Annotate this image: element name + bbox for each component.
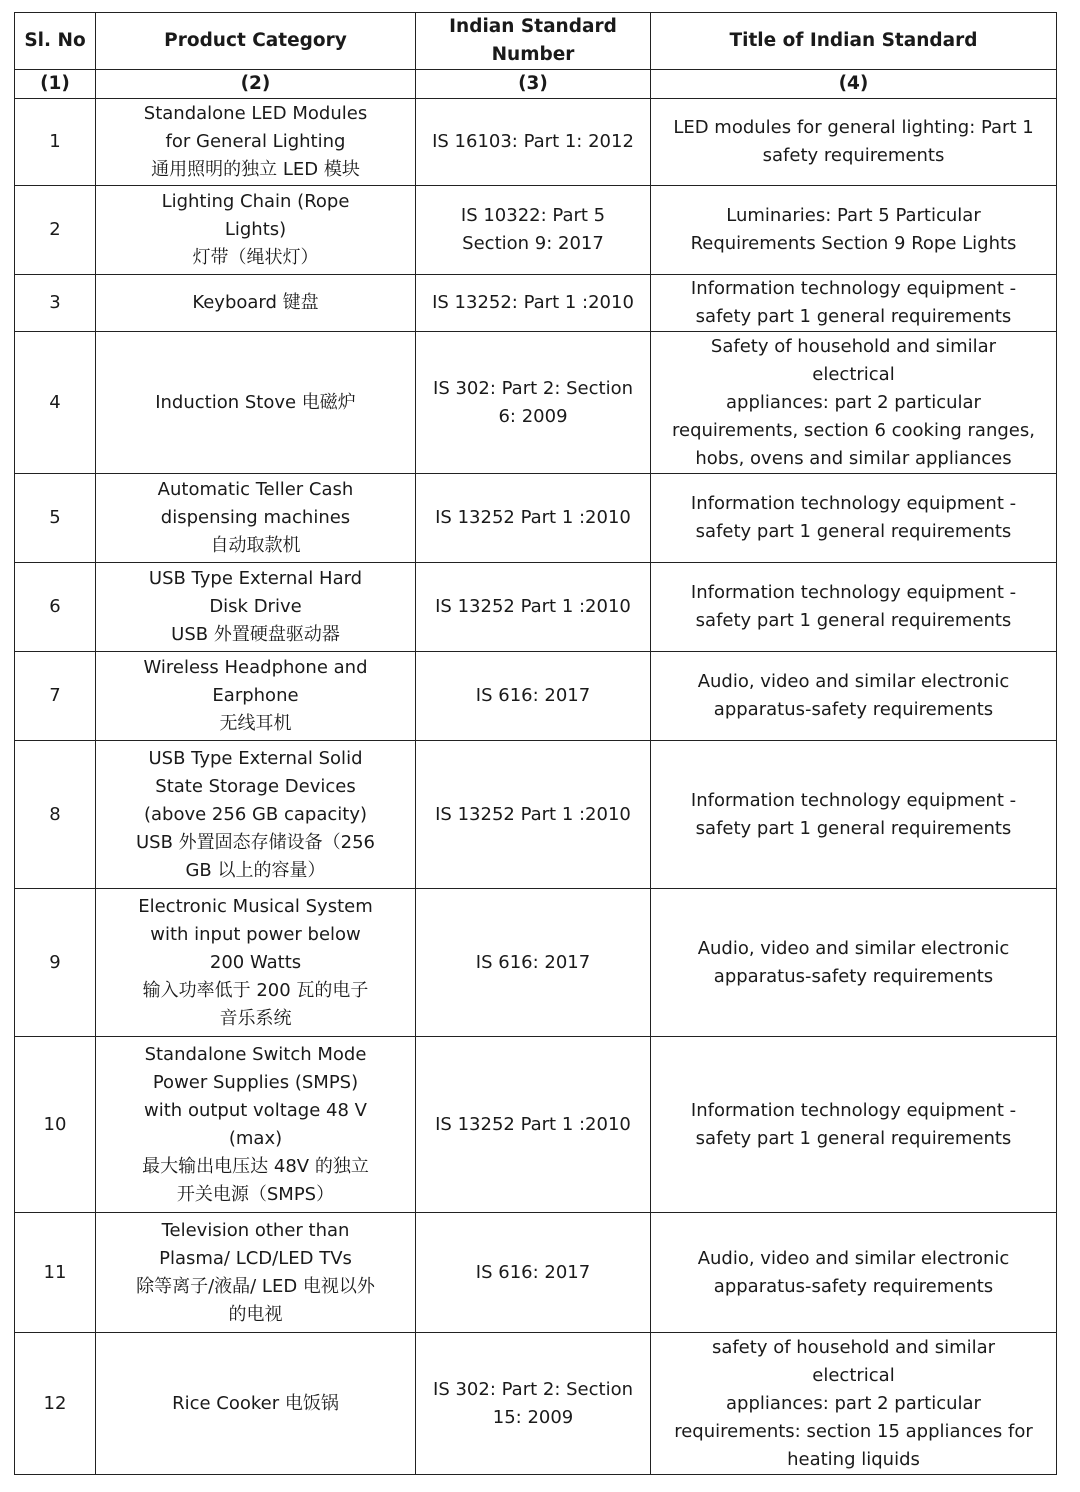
column-number: (3): [416, 70, 651, 99]
sl-no-cell: 11: [15, 1213, 96, 1333]
sl-no-cell: 10: [15, 1037, 96, 1213]
table-row: [15, 332, 1057, 474]
table-row: [15, 652, 1057, 741]
product-category-cell: Keyboard 键盘: [96, 275, 416, 332]
standard-title-cell: Audio, video and similar electronic apparatus-safety requirements: [651, 889, 1057, 1037]
table-row: [15, 563, 1057, 652]
sl-no-cell: 5: [15, 474, 96, 563]
table-row: [15, 474, 1057, 563]
standard-title-cell: Information technology equipment - safety part 1 general requirements: [651, 1037, 1057, 1213]
product-category-cell: Standalone LED Modules for General Lighting 通用照明的独立 LED 模块: [96, 99, 416, 186]
standard-title-cell: Safety of household and similar electrical appliances: part 2 particular requirements, section 6 cooking ranges, hobs, ovens and similar appliances: [651, 332, 1057, 474]
sl-no-cell: 12: [15, 1333, 96, 1475]
standard-number-cell: IS 16103: Part 1: 2012: [416, 99, 651, 186]
product-category-cell: Lighting Chain (Rope Lights) 灯带（绳状灯）: [96, 186, 416, 275]
standard-number-cell: IS 13252 Part 1 :2010: [416, 741, 651, 889]
sl-no-cell: 8: [15, 741, 96, 889]
sl-no-cell: 9: [15, 889, 96, 1037]
standard-number-cell: IS 302: Part 2: Section 6: 2009: [416, 332, 651, 474]
product-category-cell: Induction Stove 电磁炉: [96, 332, 416, 474]
table-row: [15, 741, 1057, 889]
standard-title-cell: Audio, video and similar electronic apparatus-safety requirements: [651, 652, 1057, 741]
standard-title-cell: safety of household and similar electrical appliances: part 2 particular requirements: section 15 appliances for heating liquids: [651, 1333, 1057, 1475]
standard-number-cell: IS 13252 Part 1 :2010: [416, 474, 651, 563]
product-category-cell: Rice Cooker 电饭锅: [96, 1333, 416, 1475]
standard-title-cell: Information technology equipment - safety part 1 general requirements: [651, 741, 1057, 889]
column-number: (1): [15, 70, 96, 99]
header-standard-title: Title of Indian Standard: [651, 13, 1057, 70]
standard-title-cell: Information technology equipment - safety part 1 general requirements: [651, 275, 1057, 332]
header-standard-number: Indian Standard Number: [416, 13, 651, 70]
table-row: [15, 99, 1057, 186]
standard-title-cell: Audio, video and similar electronic apparatus-safety requirements: [651, 1213, 1057, 1333]
standards-table: [14, 12, 1057, 1475]
table-row: [15, 186, 1057, 275]
column-number-row: [15, 70, 1057, 99]
table-row: [15, 1213, 1057, 1333]
header-row: [15, 13, 1057, 70]
column-number: (2): [96, 70, 416, 99]
header-sl-no: Sl. No: [15, 13, 96, 70]
standard-title-cell: LED modules for general lighting: Part 1 safety requirements: [651, 99, 1057, 186]
standard-title-cell: Information technology equipment - safety part 1 general requirements: [651, 563, 1057, 652]
standard-number-cell: IS 13252 Part 1 :2010: [416, 1037, 651, 1213]
standard-number-cell: IS 616: 2017: [416, 1213, 651, 1333]
standard-number-cell: IS 10322: Part 5 Section 9: 2017: [416, 186, 651, 275]
standard-number-cell: IS 302: Part 2: Section 15: 2009: [416, 1333, 651, 1475]
product-category-cell: USB Type External Solid State Storage Devices (above 256 GB capacity) USB 外置固态存储设备（256 GB 以上的容量）: [96, 741, 416, 889]
header-product-category: Product Category: [96, 13, 416, 70]
product-category-cell: USB Type External Hard Disk Drive USB 外置硬盘驱动器: [96, 563, 416, 652]
sl-no-cell: 4: [15, 332, 96, 474]
product-category-cell: Standalone Switch Mode Power Supplies (SMPS) with output voltage 48 V (max) 最大输出电压达 48V 的独立 开关电源（SMPS）: [96, 1037, 416, 1213]
sl-no-cell: 3: [15, 275, 96, 332]
column-number: (4): [651, 70, 1057, 99]
product-category-cell: Electronic Musical System with input power below 200 Watts 输入功率低于 200 瓦的电子 音乐系统: [96, 889, 416, 1037]
product-category-cell: Television other than Plasma/ LCD/LED TVs 除等离子/液晶/ LED 电视以外 的电视: [96, 1213, 416, 1333]
standard-number-cell: IS 13252: Part 1 :2010: [416, 275, 651, 332]
sl-no-cell: 7: [15, 652, 96, 741]
sl-no-cell: 1: [15, 99, 96, 186]
product-category-cell: Automatic Teller Cash dispensing machines 自动取款机: [96, 474, 416, 563]
standard-title-cell: Information technology equipment - safety part 1 general requirements: [651, 474, 1057, 563]
standard-title-cell: Luminaries: Part 5 Particular Requirements Section 9 Rope Lights: [651, 186, 1057, 275]
standard-number-cell: IS 616: 2017: [416, 889, 651, 1037]
table-row: [15, 889, 1057, 1037]
standard-number-cell: IS 13252 Part 1 :2010: [416, 563, 651, 652]
sl-no-cell: 6: [15, 563, 96, 652]
sl-no-cell: 2: [15, 186, 96, 275]
table-row: [15, 1333, 1057, 1475]
product-category-cell: Wireless Headphone and Earphone 无线耳机: [96, 652, 416, 741]
table-row: [15, 1037, 1057, 1213]
table-row: [15, 275, 1057, 332]
standard-number-cell: IS 616: 2017: [416, 652, 651, 741]
